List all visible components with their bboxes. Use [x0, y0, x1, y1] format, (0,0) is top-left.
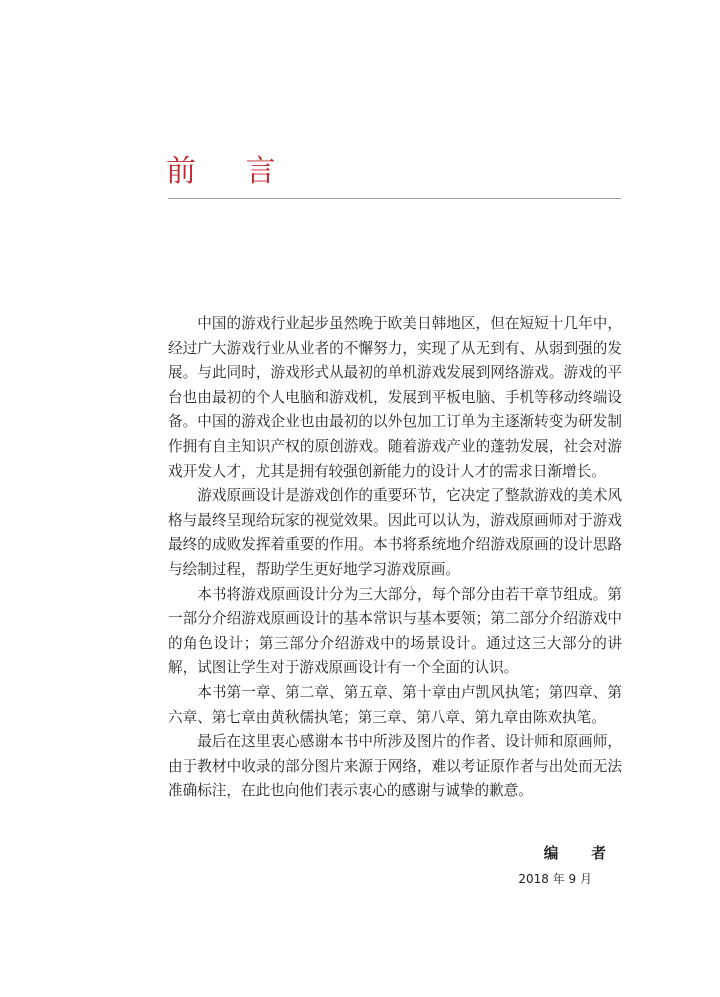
paragraph: 最后在这里衷心感谢本书中所涉及图片的作者、设计师和原画师，由于教材中收录的部分图片来源于网络，难以考证原作者与出处而无法准确标注，在此也向他们表示衷心的感谢与诚挚的歉意。: [168, 733, 622, 800]
paragraph: 中国的游戏行业起步虽然晚于欧美日韩地区，但在短短十几年中，经过广大游戏行业从业者的不懈努力，实现了从无到有、从弱到强的发展。与此同时，游戏形式从最初的单机游戏发展到网络游戏。游戏的平台也由最初的个人电脑和游戏机，发展到平板电脑、手机等移动终端设备。中国的游戏企业也由最初的以外包加工订单为主逐渐转变为研发制作拥有自主知识产权的原创游戏。随着游戏产业的蓬勃发展，社会对游戏开发人才，尤其是拥有较强创新能力的设计人才的需求日渐增长。: [168, 315, 622, 480]
paragraph: 本书将游戏原画设计分为三大部分，每个部分由若干章节组成。第一部分介绍游戏原画设计的基本常识与基本要领；第二部分介绍游戏中的角色设计；第三部分介绍游戏中的场景设计。通过这三大部分的讲解，试图让学生对于游戏原画设计有一个全面的认识。: [168, 585, 622, 677]
paragraph: 本书第一章、第二章、第五章、第十章由卢凯风执笔；第四章、第六章、第七章由黄秋儒执笔；第三章、第八章、第九章由陈欢执笔。: [168, 683, 622, 726]
title-divider: [168, 198, 621, 199]
preface-body: [168, 312, 622, 804]
page-title: 前 言: [166, 154, 296, 189]
paragraph: 游戏原画设计是游戏创作的重要环节，它决定了整款游戏的美术风格与最终呈现给玩家的视觉效果。因此可以认为，游戏原画师对于游戏最终的成败发挥着重要的作用。本书将系统地介绍游戏原画的设计思路与绘制过程，帮助学生更好地学习游戏原画。: [168, 487, 622, 578]
signature-date: 2018 年 9 月: [518, 872, 592, 886]
author-signature: 编 者: [543, 845, 620, 862]
